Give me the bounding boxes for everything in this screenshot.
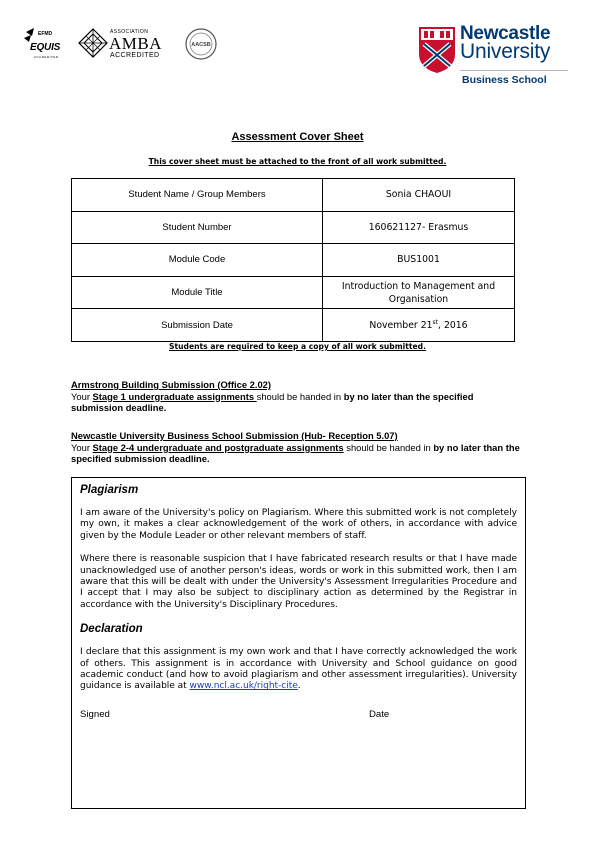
armstrong-heading: Armstrong Building Submission (Office 2.02) bbox=[71, 379, 272, 390]
submission-date-year: , 2016 bbox=[438, 319, 468, 331]
plagiarism-paragraph-2: Where there is reasonable suspicion that I have fabricated research results or that I have made unacknowledged use of another person's ideas, words or work in this submitted work, then I am aware that this will be dealt with under the University's Assessment Irregularities Procedure and I accept that I may also be subject to disciplinary action as determined by the Registrar in accordance with the University's Disciplinary Procedures. bbox=[80, 554, 517, 610]
cover-sheet-instruction: This cover sheet must be attached to the front of all work submitted. bbox=[148, 157, 447, 166]
table-row bbox=[72, 211, 515, 244]
table-row bbox=[72, 309, 515, 342]
aacsb-seal-icon bbox=[184, 27, 218, 61]
armstrong-text-2: should be handed in bbox=[256, 390, 344, 402]
date-label: Date bbox=[369, 708, 390, 720]
module-code-value: BUS1001 bbox=[323, 244, 515, 277]
nubs-text-1: Your bbox=[71, 441, 93, 453]
signed-label: Signed bbox=[80, 708, 110, 720]
keep-copy-notice: Students are required to keep a copy of all work submitted. bbox=[169, 342, 426, 351]
signature-row bbox=[80, 709, 517, 723]
armstrong-text bbox=[71, 391, 526, 414]
armstrong-submission-block bbox=[71, 379, 526, 414]
svg-text:AACSB: AACSB bbox=[191, 42, 211, 48]
table-row bbox=[72, 276, 515, 309]
newcastle-wordmark-line2: University bbox=[460, 40, 551, 63]
equis-main-text: EQUIS bbox=[30, 42, 61, 53]
student-info-table bbox=[71, 178, 515, 342]
aacsb-logo bbox=[184, 27, 218, 61]
nubs-heading: Newcastle University Business School Submission (Hub- Reception 5.07) bbox=[71, 430, 398, 441]
declaration-text: I declare that this assignment is my own work and that I have correctly acknowledged the work of others. This assignment is in accordance with University and School guidance on good academic conduct (and how to avoid plagiarism and other assessment irregularities). University guidance is available at bbox=[80, 647, 517, 692]
newcastle-shield-icon bbox=[418, 26, 456, 74]
student-name-value: Sonia CHAOUI bbox=[323, 179, 515, 212]
submission-date-value bbox=[323, 309, 515, 342]
nubs-submission-block bbox=[71, 430, 526, 465]
page-title: Assessment Cover Sheet bbox=[231, 131, 364, 143]
nubs-deadline-text: by no later than the specified submission deadline. bbox=[71, 441, 520, 465]
module-title-value: Introduction to Management and Organisation bbox=[323, 276, 515, 309]
amba-diamond-icon bbox=[76, 26, 110, 60]
declaration-text-end: . bbox=[297, 681, 301, 692]
logo-divider bbox=[460, 70, 568, 71]
module-code-label: Module Code bbox=[72, 244, 323, 277]
equis-accredited-text: ACCREDITED bbox=[34, 55, 59, 59]
submission-date-main: November 21 bbox=[369, 319, 433, 331]
nubs-text bbox=[71, 442, 526, 465]
student-number-label: Student Number bbox=[72, 211, 323, 244]
declaration-heading: Declaration bbox=[80, 623, 143, 636]
student-number-value: 160621127- Erasmus bbox=[323, 211, 515, 244]
module-title-label: Module Title bbox=[72, 276, 323, 309]
newcastle-wordmark-line1: Newcastle bbox=[460, 23, 551, 44]
plagiarism-paragraph-1: I am aware of the University's policy on Plagiarism. Where this submitted work is not completely my own, it makes a clear acknowledgement of the work of others, in accordance with advice given by the Module Leader or other relevant members of staff. bbox=[80, 508, 517, 541]
table-row bbox=[72, 179, 515, 212]
right-cite-link[interactable]: www.ncl.ac.uk/right-cite bbox=[189, 681, 298, 692]
amba-association-text: ASSOCIATION bbox=[110, 29, 149, 35]
nubs-stage-text: Stage 2-4 undergraduate and postgraduate assignments bbox=[92, 441, 344, 453]
armstrong-stage-text: Stage 1 undergraduate assignments bbox=[92, 390, 257, 402]
accreditation-logos bbox=[22, 24, 218, 64]
armstrong-text-1: Your bbox=[71, 390, 93, 402]
nubs-text-2: should be handed in bbox=[343, 441, 434, 453]
amba-accredited-text: ACCREDITED bbox=[110, 52, 160, 59]
armstrong-deadline-text: by no later than the specified submission deadline. bbox=[71, 390, 474, 414]
submission-date-suffix: st bbox=[432, 318, 439, 326]
student-name-label: Student Name / Group Members bbox=[72, 179, 323, 212]
table-row bbox=[72, 244, 515, 277]
amba-main-text: AMBA bbox=[109, 34, 163, 53]
declaration-box bbox=[71, 477, 526, 809]
plagiarism-heading: Plagiarism bbox=[80, 484, 139, 496]
equis-logo bbox=[22, 26, 72, 62]
newcastle-university-logo bbox=[416, 24, 572, 90]
amba-logo bbox=[76, 26, 176, 62]
equis-efmd-text: EFMD bbox=[38, 31, 53, 37]
submission-date-label: Submission Date bbox=[72, 309, 323, 342]
business-school-text: Business School bbox=[462, 74, 547, 86]
declaration-paragraph bbox=[80, 647, 517, 693]
